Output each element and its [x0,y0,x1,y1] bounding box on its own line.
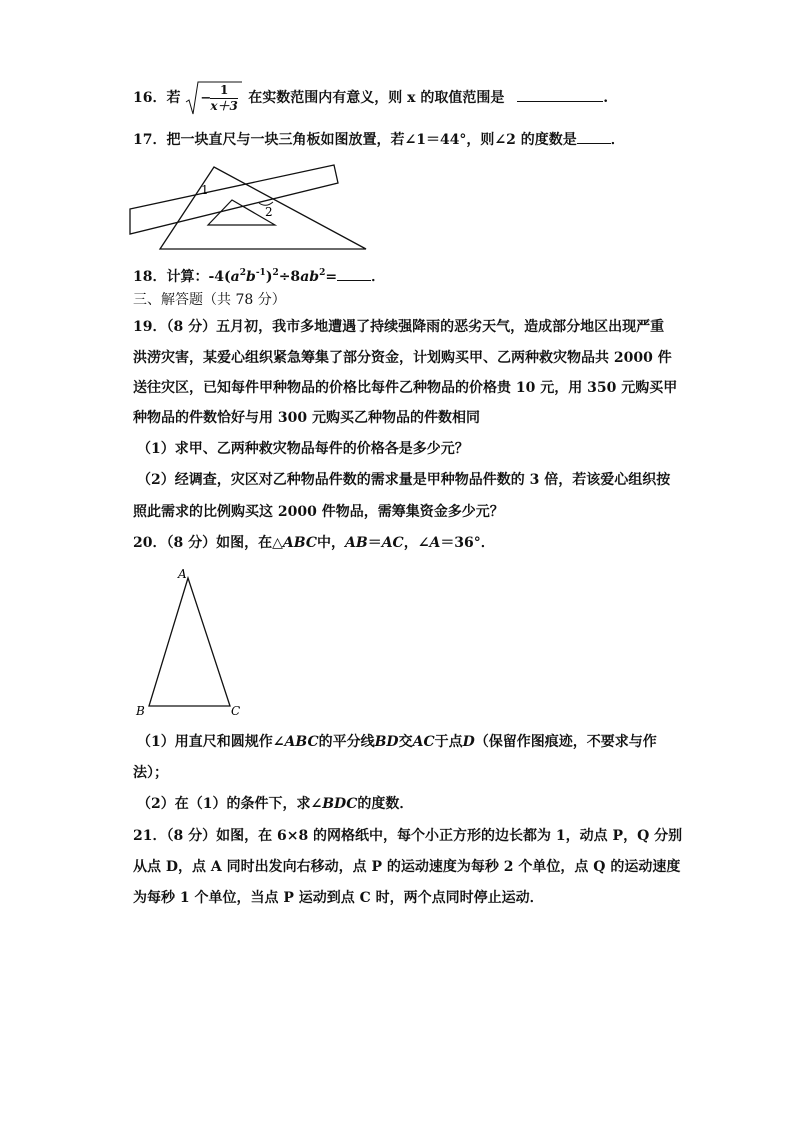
q20-sub1-e: （保留作图痕迹，不要求与作 [474,734,657,750]
q20-a: A [429,535,441,551]
q20-sub1-b: 的平分线 [318,734,375,750]
q20-sub1-ac: AC [412,734,435,750]
q18-prefix: 18．计算：-4( [133,269,231,285]
q16-number: 16．若 [133,90,181,106]
question-17 [133,129,625,150]
q20-sub1-c: 交 [398,734,413,750]
triangle-abc [149,578,230,706]
fraction-numerator: 1 [210,83,238,99]
triangle-abc-figure [132,566,247,721]
q17-end: ． [610,132,625,148]
answer-blank[interactable] [337,266,371,281]
q20-sub2-a: （2）在（1）的条件下，求∠ [137,796,323,812]
exp-ab: 2 [319,268,326,278]
answer-blank[interactable] [517,87,603,102]
q19-line-2: 洪涝灾害，某爱心组织紧急筹集了部分资金，计划购买甲、乙两种救灾物品共 2000 件 [133,350,672,366]
q21-line-3: 为每秒 1 个单位，当点 P 运动到点 C 时，两个点同时停止运动． [133,890,544,906]
q18-end: ． [371,269,386,285]
q21-line-2: 从点 D，点 A 同时出发向右移动，点 P 的运动速度为每秒 2 个单位，点 Q 的运动速度 [133,859,681,875]
q20-angle: ，∠ [403,535,430,551]
q20-eq1: ＝ [367,535,382,551]
q19-sub-2-line-2: 照此需求的比例购买这 2000 件物品，需筹集资金多少元？ [133,504,504,520]
q20-sub-1-line-2: 法）； [133,765,168,781]
q19-line-4: 种物品的件数恰好与用 300 元购买乙种物品的件数相同 [133,410,480,426]
q20-eq2: ＝36°． [440,535,495,551]
question-16: 16．若 − $\frac{1}{x+3}$ 在实数范围内有意义，则 x 的取值范围是 . [133,80,608,116]
angle-1-label: 1 [201,183,209,197]
q20-sub1-point-d: D [462,734,475,750]
vertex-a-label: A [178,567,187,581]
angle-2-label: 2 [265,205,273,219]
answer-blank[interactable] [577,129,611,144]
q16-text: 在实数范围内有意义，则 x 的取值范围是 [248,90,505,106]
question-20 [133,533,495,553]
q20-mid: 中， [316,535,345,551]
q20-sub-1-line-1 [137,732,657,752]
q19-line-3: 送往灾区，已知每件甲种物品的价格比每件乙种物品的价格贵 10 元，用 350 元购买甲 [133,380,678,396]
q20-sub1-a: （1）用直尺和圆规作∠ [137,734,285,750]
q18-eq: = [325,269,338,285]
q20-sub2-bdc: BDC [322,796,358,812]
q20-ac: AC [381,535,404,551]
q17-text: 17．把一块直尺与一块三角板如图放置，若∠1＝44°，则∠2 的度数是 [133,132,577,148]
q19-sub-2-line-1: （2）经调查，灾区对乙种物品件数的需求量是甲种物品件数的 3 倍，若该爱心组织按 [137,472,671,488]
q20-sub2-b: 的度数． [357,796,414,812]
q20-ab: AB [344,535,368,551]
q19-sub-1: （1）求甲、乙两种救灾物品每件的价格各是多少元？ [137,441,469,457]
sqrt-expression [185,80,243,116]
q20-head: 20．（8 分）如图，在△ [133,535,283,551]
fraction-denominator: x＋3 [210,99,238,113]
vertex-b-label: B [136,704,145,718]
ruler [130,165,338,234]
q20-sub1-d: 于点 [434,734,463,750]
q20-triangle-name: ABC [282,535,317,551]
q20-sub-2 [137,794,413,814]
q20-sub1-bd: BD [374,734,399,750]
exp-a: 2 [239,268,247,278]
var-ab: ab [300,269,320,285]
question-18 [133,266,385,287]
var-b: b [246,269,256,285]
q19-line-1: 19．（8 分）五月初，我市多地遭遇了持续强降雨的恶劣天气，造成部分地区出现严重 [133,319,665,335]
q21-line-1: 21．（8 分）如图，在 6×8 的网格纸中，每个小正方形的边长都为 1，动点 P，Q 分别 [133,828,683,844]
ruler-triangle-figure [128,158,368,253]
exp-square: 2 [272,268,279,278]
vertex-c-label: C [231,704,241,718]
exp-b: -1 [255,268,266,278]
fraction [210,83,238,114]
section-3-title: 三、解答题（共 78 分） [133,292,286,308]
var-a: a [230,269,240,285]
frac-minus: − [200,91,212,106]
q18-div: ÷8 [278,269,301,285]
q20-sub1-abc: ABC [284,734,319,750]
q18-paren: ) [265,269,273,285]
